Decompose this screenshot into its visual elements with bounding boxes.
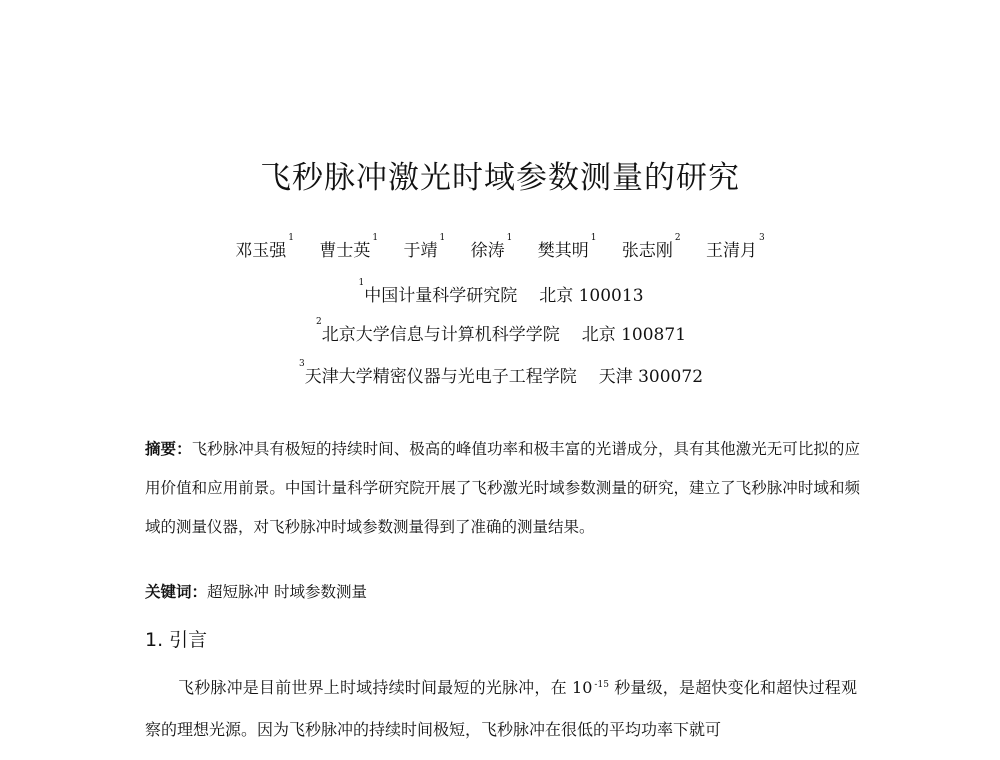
- author: [621, 233, 681, 261]
- body-text-part: 飞秒脉冲是目前世界上时域持续时间最短的光脉冲，在 10: [178, 678, 593, 697]
- author: [235, 233, 294, 261]
- author-affiliation-mark: 1: [372, 233, 379, 243]
- author-affiliation-mark: 3: [759, 233, 765, 243]
- affiliation-city: 天津: [598, 367, 633, 387]
- affiliation-city: 北京: [539, 286, 574, 306]
- author: [706, 233, 765, 261]
- body-text-part: 秒量级，是超快变化和超快过程观察的理想光源。因为飞秒脉冲的持续时间极短，飞秒脉冲在很低的平均功率下就可: [145, 678, 857, 739]
- author-name: 王清月: [706, 241, 758, 261]
- affiliation-institution: 中国计量科学研究院: [364, 286, 518, 306]
- affiliation-city: 北京: [581, 325, 616, 345]
- abstract-text: 飞秒脉冲具有极短的持续时间、极高的峰值功率和极丰富的光谱成分，具有其他激光无可比拟的应用价值和应用前景。中国计量科学研究院开展了飞秒激光时域参数测量的研究，建立了飞秒脉冲时域和频域的测量仪器，对飞秒脉冲时域参数测量得到了准确的测量结果。: [145, 440, 860, 536]
- author: [470, 233, 513, 261]
- body-paragraph: [145, 667, 857, 751]
- section-heading: 1. 引言: [145, 629, 208, 651]
- affiliation-number: 2: [315, 317, 322, 327]
- affiliation-number: 3: [298, 359, 305, 369]
- author-name: 樊其明: [537, 241, 589, 261]
- affiliation-postcode: 100013: [578, 286, 644, 306]
- author-affiliation-mark: 1: [590, 233, 597, 243]
- author-name: 邓玉强: [235, 241, 287, 261]
- abstract-label: 摘要：: [145, 440, 192, 458]
- affiliation-3: [0, 359, 1000, 387]
- author-name: 徐涛: [470, 241, 505, 261]
- author-affiliation-mark: 1: [506, 233, 513, 243]
- author-affiliation-mark: 1: [439, 233, 446, 243]
- author-name: 曹士英: [319, 241, 371, 261]
- body-superscript: -15: [594, 680, 609, 690]
- author-list: [0, 233, 1000, 261]
- keywords-text: 超短脉冲 时域参数测量: [207, 583, 367, 601]
- affiliation-institution: 北京大学信息与计算机科学学院: [321, 325, 560, 345]
- author: [319, 233, 379, 261]
- affiliation-2: [0, 317, 1000, 345]
- author-affiliation-mark: 2: [674, 233, 681, 243]
- author: [403, 233, 446, 261]
- affiliation-postcode: 100871: [621, 325, 687, 345]
- affiliation-postcode: 300072: [638, 367, 704, 387]
- affiliation-number: 1: [358, 278, 365, 288]
- affiliation-institution: 天津大学精密仪器与光电子工程学院: [304, 367, 577, 387]
- paper-title: 飞秒脉冲激光时域参数测量的研究: [260, 160, 740, 196]
- author: [537, 233, 597, 261]
- author-affiliation-mark: 1: [288, 233, 294, 243]
- abstract: [145, 430, 860, 547]
- keywords: [145, 580, 860, 602]
- affiliation-1: [0, 278, 1000, 306]
- author-name: 于靖: [403, 241, 438, 261]
- keywords-label: 关键词：: [145, 583, 208, 601]
- author-name: 张志刚: [621, 241, 673, 261]
